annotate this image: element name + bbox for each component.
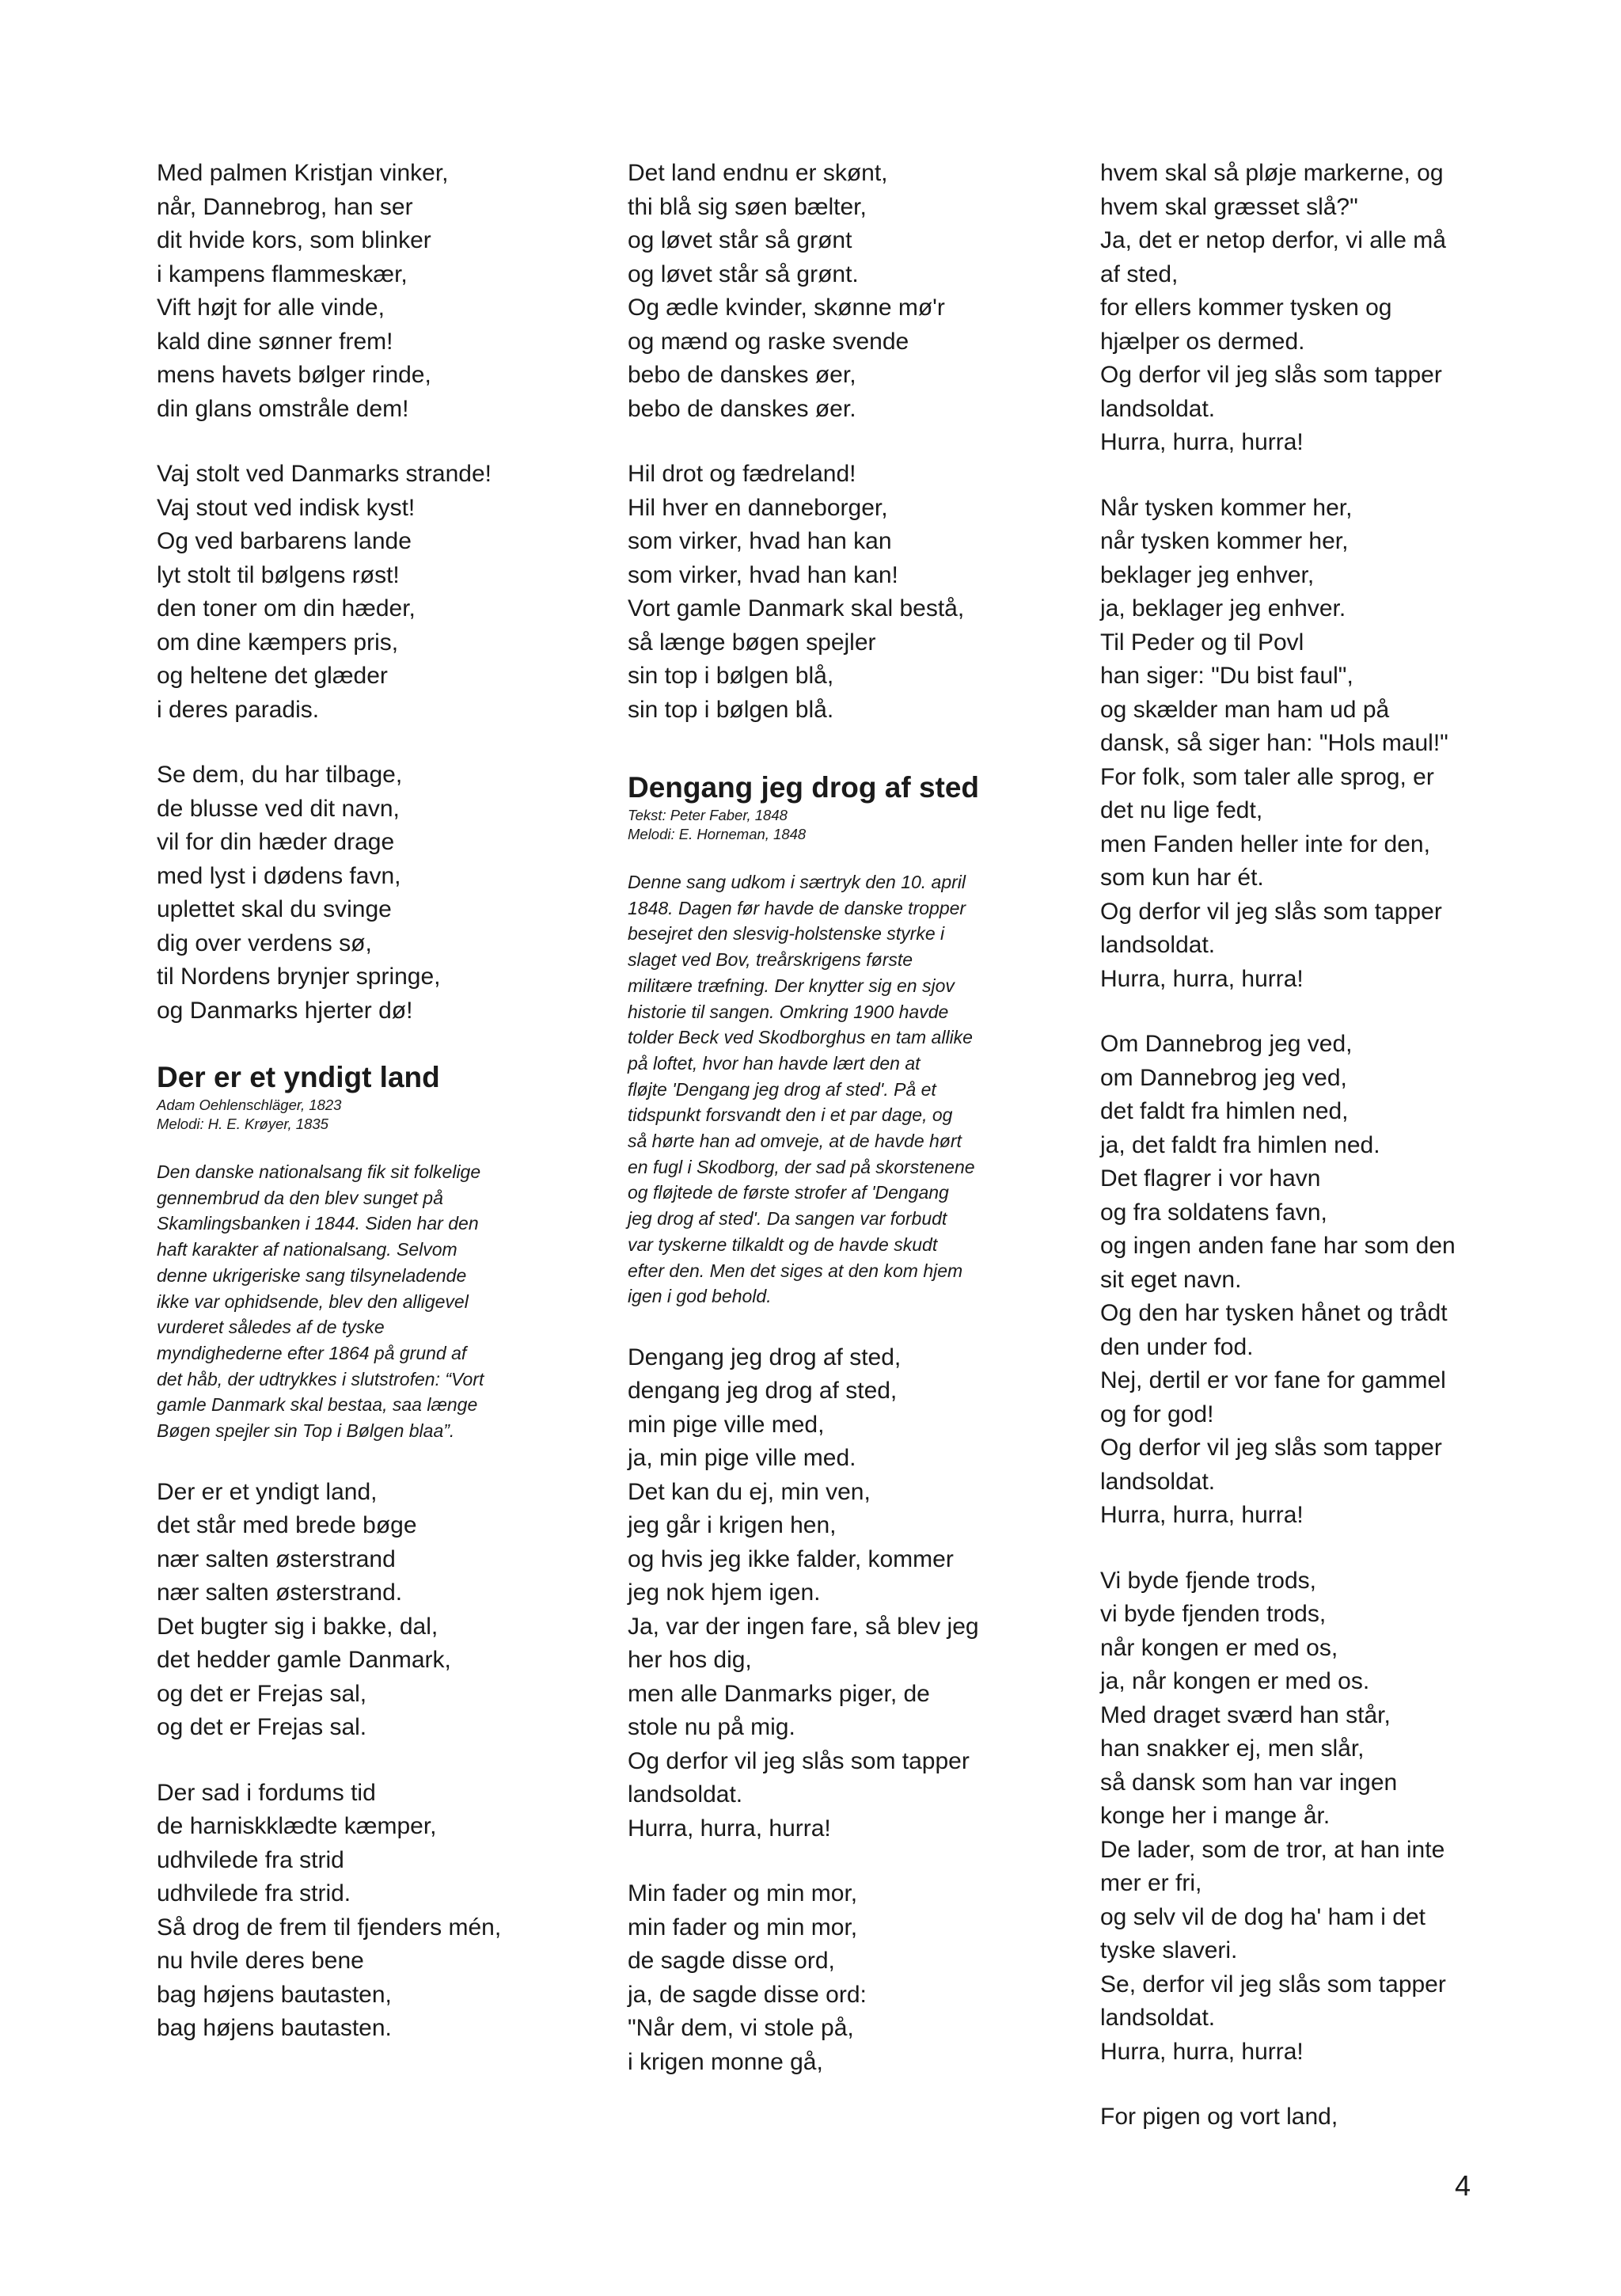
intro-line: det håb, der udtrykkes i slutstrofen: “Vort bbox=[157, 1368, 484, 1389]
lyric-line: udhvilede fra strid bbox=[157, 1846, 344, 1873]
intro-line: tolder Beck ved Skodborghus en tam allike bbox=[628, 1027, 973, 1048]
lyric-line: og mænd og raske svende bbox=[628, 328, 909, 355]
lyric-line: nu hvile deres bene bbox=[157, 1948, 364, 1975]
lyric-line: det faldt fra himlen ned, bbox=[1100, 1098, 1349, 1124]
lyric-line: og Danmarks hjerter dø! bbox=[157, 997, 413, 1024]
lyric-line: og ingen anden fane har som den bbox=[1100, 1233, 1456, 1259]
column-1-top-stanzas bbox=[157, 157, 600, 1028]
song-credits bbox=[628, 806, 1071, 844]
lyric-line: Og ædle kvinder, skønne mø'r bbox=[628, 295, 945, 321]
lyric-line: uplettet skal du svinge bbox=[157, 896, 392, 922]
lyric-line: Nej, dertil er vor fane for gammel bbox=[1100, 1367, 1446, 1393]
intro-line: ikke var ophidsende, blev den alligevel bbox=[157, 1291, 469, 1312]
lyric-line: det hedder gamle Danmark, bbox=[157, 1647, 451, 1674]
lyricist-credit: Adam Oehlenschläger, 1823 bbox=[157, 1097, 342, 1113]
lyric-line: den toner om din hæder, bbox=[157, 595, 416, 622]
lyric-line: den under fod. bbox=[1100, 1333, 1254, 1360]
lyric-line: Det kan du ej, min ven, bbox=[628, 1478, 871, 1505]
lyric-line: tyske slaveri. bbox=[1100, 1937, 1238, 1963]
lyric-line: Vi byde fjende trods, bbox=[1100, 1567, 1316, 1594]
lyric-line: Vaj stout ved indisk kyst! bbox=[157, 494, 416, 521]
lyric-line: det nu lige fedt, bbox=[1100, 797, 1263, 823]
lyric-line: hvem skal så pløje markerne, og bbox=[1100, 160, 1444, 186]
lyric-line: så dansk som han var ingen bbox=[1100, 1769, 1398, 1796]
lyric-line: og det er Frejas sal. bbox=[157, 1714, 367, 1741]
lyric-line: Hurra, hurra, hurra! bbox=[1100, 1502, 1304, 1528]
stanza bbox=[1100, 1028, 1543, 1533]
lyric-line: konge her i mange år. bbox=[1100, 1803, 1331, 1829]
intro-line: jeg drog af sted'. Da sangen var forbudt bbox=[628, 1208, 947, 1230]
lyric-line: og skælder man ham ud på bbox=[1100, 696, 1390, 723]
lyric-line: min pige ville med, bbox=[628, 1411, 825, 1438]
lyric-line: Vaj stolt ved Danmarks strande! bbox=[157, 461, 492, 487]
lyric-line: beklager jeg enhver, bbox=[1100, 561, 1315, 588]
lyric-line: mer er fri, bbox=[1100, 1870, 1202, 1896]
lyric-line: sin top i bølgen blå. bbox=[628, 696, 834, 723]
lyric-line: han siger: "Du bist faul", bbox=[1100, 663, 1353, 689]
lyric-line: sin top i bølgen blå, bbox=[628, 663, 834, 689]
intro-line: historie til sangen. Omkring 1900 havde bbox=[628, 1001, 949, 1022]
lyric-line: bag højens bautasten. bbox=[157, 2015, 392, 2042]
lyric-line: lyt stolt til bølgens røst! bbox=[157, 561, 400, 588]
song-der-er-et-yndigt-land bbox=[157, 1059, 600, 2046]
lyric-line: med lyst i dødens favn, bbox=[157, 862, 401, 889]
lyric-line: "Når dem, vi stole på, bbox=[628, 2015, 854, 2042]
lyric-line: Hil hver en danneborger, bbox=[628, 494, 888, 521]
lyric-line: Hurra, hurra, hurra! bbox=[1100, 965, 1304, 992]
page-number: 4 bbox=[1455, 2169, 1471, 2202]
intro-line: haft karakter af nationalsang. Selvom bbox=[157, 1239, 457, 1260]
lyric-line: Og derfor vil jeg slås som tapper bbox=[1100, 1435, 1442, 1461]
lyric-line: dengang jeg drog af sted, bbox=[628, 1378, 898, 1405]
intro-line: på loftet, hvor han havde lært den at bbox=[628, 1052, 921, 1074]
column-2-top-stanzas bbox=[628, 157, 1071, 727]
stanza bbox=[628, 1877, 1071, 2079]
intro-line: Skamlingsbanken i 1844. Siden har den bbox=[157, 1213, 479, 1234]
lyric-line: til Nordens brynjer springe, bbox=[157, 964, 441, 990]
lyric-line: Og den har tysken hånet og trådt bbox=[1100, 1300, 1448, 1326]
stanza bbox=[1100, 2100, 1543, 2134]
lyric-line: hjælper os dermed. bbox=[1100, 328, 1305, 355]
lyric-line: Vift højt for alle vinde, bbox=[157, 295, 385, 321]
song-title: Dengang jeg drog af sted bbox=[628, 771, 980, 804]
lyric-line: stole nu på mig. bbox=[628, 1714, 795, 1741]
stanza bbox=[157, 458, 600, 727]
melody-credit: Melodi: E. Horneman, 1848 bbox=[628, 826, 807, 842]
lyric-line: det står med brede bøge bbox=[157, 1512, 417, 1539]
lyric-line: Med palmen Kristjan vinker, bbox=[157, 160, 449, 186]
stanza bbox=[628, 458, 1071, 727]
lyric-line: og fra soldatens favn, bbox=[1100, 1199, 1327, 1226]
lyric-line: og det er Frejas sal, bbox=[157, 1680, 367, 1707]
lyric-line: og for god! bbox=[1100, 1401, 1214, 1427]
column-2 bbox=[628, 157, 1071, 2111]
lyric-line: landsoldat. bbox=[1100, 932, 1216, 958]
lyric-line: for ellers kommer tysken og bbox=[1100, 295, 1392, 321]
lyric-line: Ja, det er netop derfor, vi alle må bbox=[1100, 227, 1446, 253]
lyric-line: Vort gamle Danmark skal bestå, bbox=[628, 595, 965, 622]
intro-line: Bøgen spejler sin Top i Bølgen blaa”. bbox=[157, 1420, 455, 1442]
lyric-line: her hos dig, bbox=[628, 1647, 752, 1674]
lyric-line: nær salten østerstrand bbox=[157, 1545, 396, 1572]
lyric-line: og selv vil de dog ha' ham i det bbox=[1100, 1903, 1425, 1930]
lyric-line: af sted, bbox=[1100, 260, 1179, 287]
lyric-line: de sagde disse ord, bbox=[628, 1948, 835, 1975]
lyric-line: For pigen og vort land, bbox=[1100, 2104, 1338, 2130]
lyric-line: ja, min pige ville med. bbox=[628, 1445, 856, 1472]
melody-credit: Melodi: H. E. Krøyer, 1835 bbox=[157, 1116, 328, 1132]
lyric-line: hvem skal græsset slå?" bbox=[1100, 193, 1358, 220]
intro-line: Denne sang udkom i særtryk den 10. april bbox=[628, 872, 966, 892]
intro-line: myndighederne efter 1864 på grund af bbox=[157, 1342, 467, 1363]
stanza bbox=[628, 157, 1071, 426]
lyric-line: men alle Danmarks piger, de bbox=[628, 1680, 930, 1707]
lyric-line: Og derfor vil jeg slås som tapper bbox=[628, 1747, 970, 1774]
stanza bbox=[157, 1476, 600, 1745]
stanza bbox=[157, 1777, 600, 2046]
lyric-line: ja, beklager jeg enhver. bbox=[1100, 595, 1346, 622]
lyric-line: Med draget sværd han står, bbox=[1100, 1701, 1391, 1728]
lyric-line: de harniskklædte kæmper, bbox=[157, 1813, 437, 1840]
column-3-stanzas bbox=[1100, 157, 1543, 2134]
lyric-line: Om Dannebrog jeg ved, bbox=[1100, 1031, 1353, 1057]
intro-line: fløjte 'Dengang jeg drog af sted'. På et bbox=[628, 1078, 936, 1100]
lyric-line: vi byde fjenden trods, bbox=[1100, 1601, 1327, 1627]
lyric-line: når kongen er med os, bbox=[1100, 1634, 1338, 1661]
lyric-line: i deres paradis. bbox=[157, 696, 320, 723]
intro-line: besejret den slesvig-holstenske styrke i bbox=[628, 923, 945, 945]
lyric-line: Og ved barbarens lande bbox=[157, 528, 412, 554]
intro-line: en fugl i Skodborg, der sad på skorstenene bbox=[628, 1156, 975, 1177]
lyric-line: vil for din hæder drage bbox=[157, 829, 395, 855]
lyric-line: han snakker ej, men slår, bbox=[1100, 1735, 1365, 1762]
lyric-line: ja, de sagde disse ord: bbox=[628, 1981, 867, 2008]
lyric-line: Hurra, hurra, hurra! bbox=[628, 1815, 831, 1842]
lyric-line: dig over verdens sø, bbox=[157, 929, 372, 956]
lyric-line: og løvet står så grønt bbox=[628, 227, 852, 253]
lyric-line: bag højens bautasten, bbox=[157, 1981, 392, 2008]
lyric-line: Dengang jeg drog af sted, bbox=[628, 1344, 902, 1370]
lyric-line: Der sad i fordums tid bbox=[157, 1779, 376, 1806]
intro-line: og fløjtede de første strofer af 'Dengang bbox=[628, 1182, 949, 1203]
intro-line: gennembrud da den blev sunget på bbox=[157, 1187, 443, 1208]
stanza bbox=[1100, 492, 1543, 997]
lyric-line: landsoldat. bbox=[1100, 2005, 1216, 2031]
lyric-line: kald dine sønner frem! bbox=[157, 328, 393, 355]
stanza bbox=[628, 1341, 1071, 1846]
lyric-line: ja, det faldt fra himlen ned. bbox=[1100, 1131, 1380, 1158]
lyric-line: thi blå sig søen bælter, bbox=[628, 193, 867, 220]
lyric-line: når tysken kommer her, bbox=[1100, 528, 1349, 554]
lyric-line: Det flagrer i vor havn bbox=[1100, 1165, 1321, 1192]
lyric-line: i kampens flammeskær, bbox=[157, 260, 408, 287]
lyric-line: jeg går i krigen hen, bbox=[628, 1512, 837, 1539]
intro-line: så hørte han ad omveje, at de havde hørt bbox=[628, 1131, 962, 1152]
lyric-line: Så drog de frem til fjenders mén, bbox=[157, 1914, 502, 1941]
lyricist-credit: Tekst: Peter Faber, 1848 bbox=[628, 807, 788, 823]
lyric-line: Hurra, hurra, hurra! bbox=[1100, 429, 1304, 455]
lyric-line: som virker, hvad han kan bbox=[628, 528, 892, 554]
lyric-line: Hurra, hurra, hurra! bbox=[1100, 2038, 1304, 2065]
lyric-line: om Dannebrog jeg ved, bbox=[1100, 1064, 1347, 1091]
column-1 bbox=[157, 157, 600, 2077]
lyric-line: Min fader og min mor, bbox=[628, 1880, 858, 1907]
lyric-line: dit hvide kors, som blinker bbox=[157, 227, 431, 253]
song-title: Der er et yndigt land bbox=[157, 1061, 440, 1093]
lyric-line: Hil drot og fædreland! bbox=[628, 461, 856, 487]
intro-line: denne ukrigeriske sang tilsyneladende bbox=[157, 1264, 467, 1286]
lyric-line: nær salten østerstrand. bbox=[157, 1579, 403, 1606]
lyric-line: landsoldat. bbox=[1100, 1468, 1216, 1495]
lyric-line: landsoldat. bbox=[1100, 395, 1216, 422]
lyric-line: bebo de danskes øer. bbox=[628, 395, 856, 422]
lyric-line: Når tysken kommer her, bbox=[1100, 494, 1353, 521]
lyric-line: sit eget navn. bbox=[1100, 1266, 1242, 1293]
lyric-line: Og derfor vil jeg slås som tapper bbox=[1100, 362, 1442, 388]
lyric-line: som virker, hvad han kan! bbox=[628, 561, 898, 588]
lyric-line: din glans omstråle dem! bbox=[157, 395, 409, 422]
lyric-line: bebo de danskes øer, bbox=[628, 362, 856, 388]
lyric-line: så længe bøgen spejler bbox=[628, 629, 876, 656]
lyric-line: Se, derfor vil jeg slås som tapper bbox=[1100, 1971, 1446, 1998]
song-credits bbox=[157, 1096, 600, 1134]
intro-line: gamle Danmark skal bestaa, saa længe bbox=[157, 1394, 478, 1416]
intro-line: var tyskerne tilkaldt og de havde skudt bbox=[628, 1234, 938, 1255]
lyric-line: Der er et yndigt land, bbox=[157, 1478, 378, 1505]
lyric-line: og løvet står så grønt. bbox=[628, 260, 859, 287]
lyric-line: når, Dannebrog, han ser bbox=[157, 193, 413, 220]
song-lyrics bbox=[628, 1341, 1071, 2080]
lyric-line: jeg nok hjem igen. bbox=[628, 1579, 821, 1606]
intro-line: igen i god behold. bbox=[628, 1286, 772, 1307]
intro-line: slaget ved Bov, treårskrigens første bbox=[628, 949, 913, 971]
lyric-line: min fader og min mor, bbox=[628, 1914, 858, 1941]
intro-line: Den danske nationalsang fik sit folkelige bbox=[157, 1161, 481, 1182]
intro-line: militære træfning. Der knytter sig en sjov bbox=[628, 975, 955, 996]
intro-line: efter den. Men det siges at den kom hjem bbox=[628, 1260, 963, 1281]
song-dengang-jeg-drog-af-sted bbox=[628, 770, 1071, 2079]
lyric-line: men Fanden heller inte for den, bbox=[1100, 831, 1430, 857]
song-intro bbox=[628, 869, 1071, 1310]
stanza bbox=[157, 157, 600, 426]
lyric-line: Og derfor vil jeg slås som tapper bbox=[1100, 898, 1442, 925]
stanza bbox=[157, 758, 600, 1028]
lyric-line: Ja, var der ingen fare, så blev jeg bbox=[628, 1613, 979, 1640]
lyric-line: i krigen monne gå, bbox=[628, 2048, 823, 2075]
lyric-line: landsoldat. bbox=[628, 1781, 743, 1808]
lyric-line: og heltene det glæder bbox=[157, 663, 388, 689]
lyric-line: Det land endnu er skønt, bbox=[628, 160, 888, 186]
lyric-line: Det bugter sig i bakke, dal, bbox=[157, 1613, 438, 1640]
lyric-line: Se dem, du har tilbage, bbox=[157, 762, 403, 788]
stanza bbox=[1100, 157, 1543, 460]
lyric-line: ja, når kongen er med os. bbox=[1100, 1668, 1370, 1694]
song-intro bbox=[157, 1159, 600, 1444]
intro-line: vurderet således af de tyske bbox=[157, 1317, 385, 1338]
lyric-line: de blusse ved dit navn, bbox=[157, 795, 400, 822]
column-3 bbox=[1100, 157, 1543, 2166]
lyric-line: som kun har ét. bbox=[1100, 865, 1264, 891]
lyric-line: For folk, som taler alle sprog, er bbox=[1100, 763, 1434, 790]
lyric-line: om dine kæmpers pris, bbox=[157, 629, 399, 656]
lyric-line: mens havets bølger rinde, bbox=[157, 362, 431, 388]
lyric-line: udhvilede fra strid. bbox=[157, 1880, 351, 1907]
lyric-line: De lader, som de tror, at han inte bbox=[1100, 1836, 1445, 1863]
stanza bbox=[1100, 1564, 1543, 2070]
song-lyrics bbox=[157, 1476, 600, 2046]
lyric-line: dansk, så siger han: "Hols maul!" bbox=[1100, 730, 1448, 756]
lyric-line: Til Peder og til Povl bbox=[1100, 629, 1304, 656]
intro-line: 1848. Dagen før havde de danske tropper bbox=[628, 897, 966, 918]
intro-line: tidspunkt forsvandt den i et par dage, og bbox=[628, 1104, 953, 1126]
lyric-line: og hvis jeg ikke falder, kommer bbox=[628, 1545, 954, 1572]
